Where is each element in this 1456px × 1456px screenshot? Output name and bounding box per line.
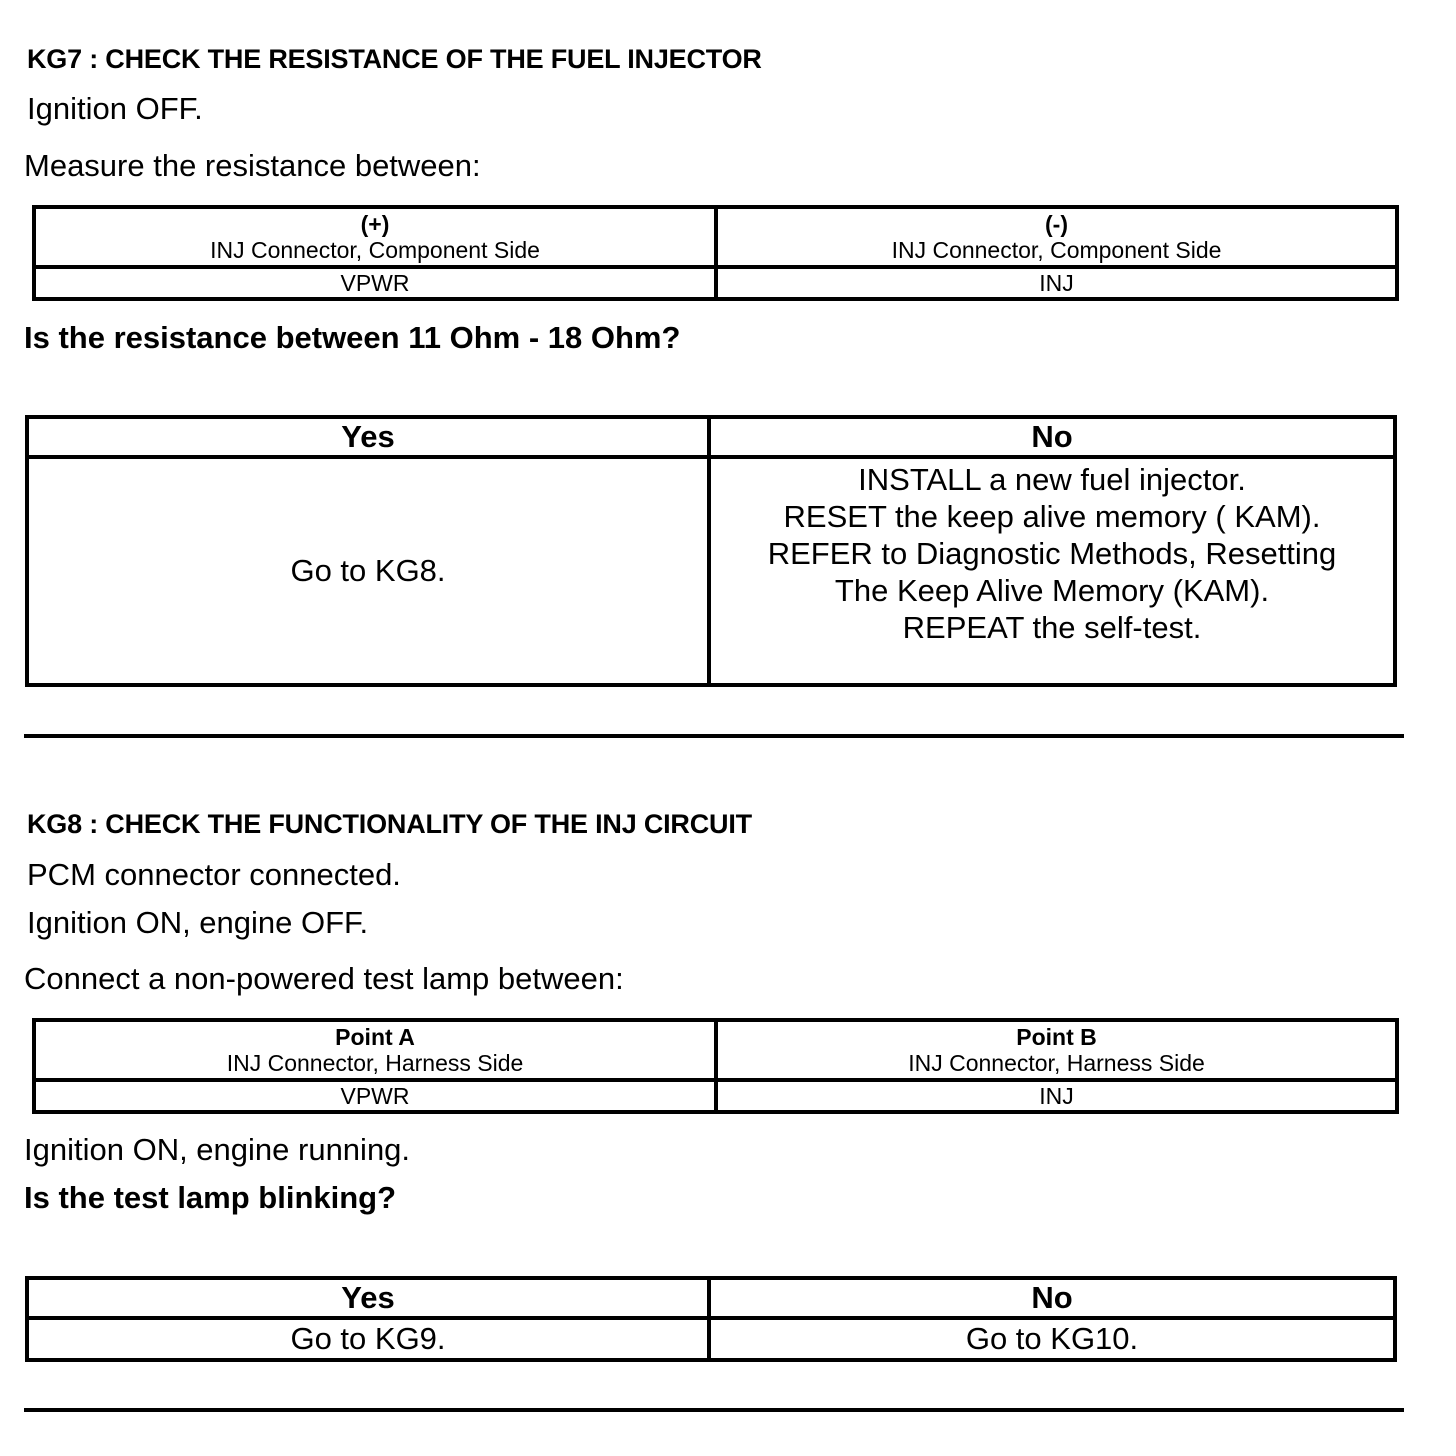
kg7-question: Is the resistance between 11 Ohm - 18 Ohm?	[24, 320, 681, 355]
kg7-measure-header-positive	[34, 207, 716, 267]
kg8-no-action: Go to KG10.	[709, 1318, 1395, 1360]
kg7-yes-header: Yes	[27, 417, 709, 457]
kg7-positive-subtitle: INJ Connector, Component Side	[210, 237, 540, 263]
kg7-ignition-off: Ignition OFF.	[27, 91, 203, 126]
kg8-answer-table	[25, 1276, 1397, 1362]
kg7-no-line-reset: RESET the keep alive memory ( KAM).	[783, 499, 1321, 534]
kg7-no-line-install: INSTALL a new fuel injector.	[858, 462, 1246, 497]
kg7-negative-symbol: (-)	[1045, 211, 1068, 237]
kg8-point-a-subtitle: INJ Connector, Harness Side	[226, 1050, 524, 1076]
kg7-no-line-refer: REFER to Diagnostic Methods, Resetting	[767, 536, 1337, 571]
kg8-measure-header-point-a	[34, 1020, 716, 1080]
kg7-negative-subtitle: INJ Connector, Component Side	[891, 237, 1222, 263]
kg8-measure-table	[32, 1018, 1399, 1114]
kg7-yes-action: Go to KG8.	[27, 457, 709, 685]
kg7-positive-value: VPWR	[34, 267, 716, 299]
kg8-ignition-on-engine-off: Ignition ON, engine OFF.	[27, 905, 369, 940]
kg7-no-action	[709, 457, 1395, 685]
kg8-yes-header: Yes	[27, 1278, 709, 1318]
kg7-measure-instruction: Measure the resistance between:	[24, 148, 481, 183]
kg8-yes-action: Go to KG9.	[27, 1318, 709, 1360]
section-divider-kg7	[24, 734, 1404, 738]
kg7-positive-symbol: (+)	[360, 211, 390, 237]
kg8-ignition-on-engine-running: Ignition ON, engine running.	[24, 1132, 411, 1167]
kg8-heading: KG8 : CHECK THE FUNCTIONALITY OF THE INJ CIRCUIT	[27, 809, 752, 839]
kg8-point-b-label: Point B	[1016, 1024, 1097, 1050]
kg7-measure-header-negative	[716, 207, 1397, 267]
kg8-point-a-label: Point A	[335, 1024, 415, 1050]
kg7-no-line-repeat: REPEAT the self-test.	[902, 610, 1202, 645]
kg7-measure-table	[32, 205, 1399, 301]
kg8-measure-header-point-b	[716, 1020, 1397, 1080]
kg7-no-line-kam: The Keep Alive Memory (KAM).	[834, 573, 1270, 608]
kg7-heading: KG7 : CHECK THE RESISTANCE OF THE FUEL INJECTOR	[27, 44, 762, 74]
kg8-point-b-value: INJ	[716, 1080, 1397, 1112]
kg8-point-b-subtitle: INJ Connector, Harness Side	[908, 1050, 1205, 1076]
kg8-pcm-connected: PCM connector connected.	[27, 857, 401, 892]
kg8-connect-lamp-instruction: Connect a non-powered test lamp between:	[24, 961, 624, 996]
kg7-no-header: No	[709, 417, 1395, 457]
kg8-point-a-value: VPWR	[34, 1080, 716, 1112]
kg7-answer-table	[25, 415, 1397, 687]
kg8-question: Is the test lamp blinking?	[24, 1180, 397, 1215]
section-divider-kg8	[24, 1408, 1404, 1412]
kg7-negative-value: INJ	[716, 267, 1397, 299]
kg8-no-header: No	[709, 1278, 1395, 1318]
